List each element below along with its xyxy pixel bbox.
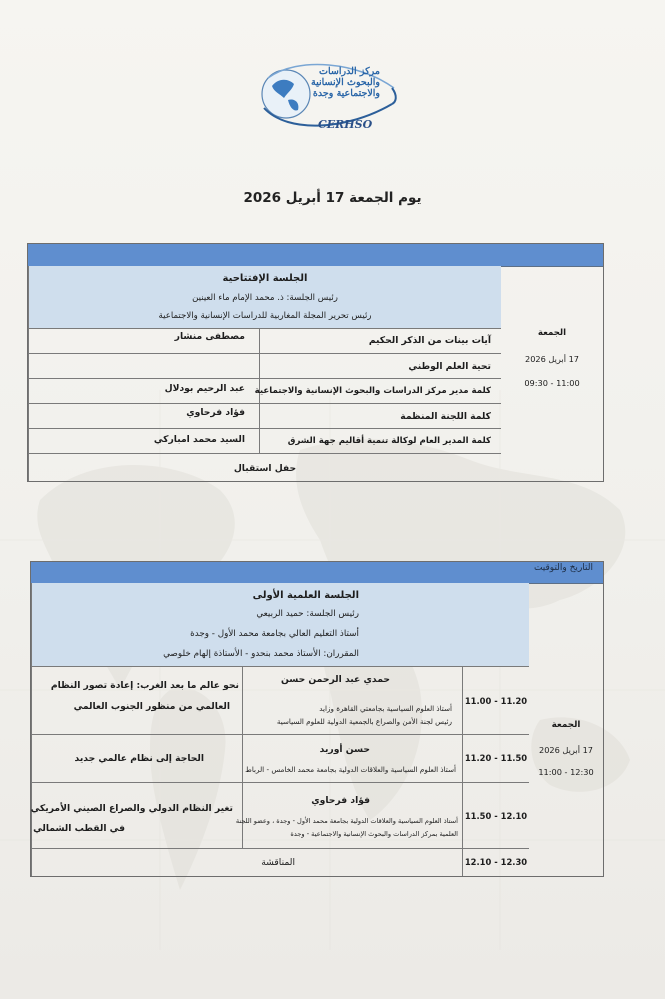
table-row (29, 329, 501, 354)
opening-title-block (29, 266, 501, 329)
opening-header-bar (28, 244, 603, 267)
opening-date: 17 أبريل 2026 (524, 354, 580, 364)
talk-title-line-1: تغير النظام الدولي والصراع الصيني الأمريكي (30, 803, 233, 814)
row-item: كلمة المدير العام لوكالة تنمية أقاليم جهة الشرق (287, 436, 491, 446)
session1-header-label: التاريخ والتوقيت (533, 563, 593, 573)
logo (258, 58, 398, 138)
discussion-row (32, 849, 529, 876)
talk-time: 11.00 - 11.20 (464, 696, 528, 706)
session1-chair-role: أستاذ التعليم العالي بجامعة محمد الأول - وجدة (190, 629, 359, 639)
talk-title-line-2: في القطب الشمالي (33, 823, 125, 834)
opening-day: الجمعة (537, 328, 567, 338)
opening-session-table (27, 243, 604, 482)
table-row (32, 735, 529, 783)
table-row (29, 429, 501, 454)
session1-header-bar (31, 562, 603, 584)
logo-line-1: مركز الدراسات (319, 66, 380, 77)
logo-line-2: والبحوث الإنسانية (311, 77, 380, 88)
table-row (32, 783, 529, 849)
table-row (29, 379, 501, 404)
talk-title-line-1: الحاجة إلى نظام عالمي جديد (74, 753, 204, 764)
session1-day: الجمعة (551, 720, 581, 730)
logo-abbreviation: CERHSO (318, 118, 373, 131)
table-row (29, 404, 501, 429)
opening-title: الجلسة الإفتتاحية (222, 273, 308, 284)
session1-chair: رئيس الجلسة: حميد الربيعي (256, 609, 359, 619)
row-item: آيات بينات من الذكر الحكيم (368, 335, 491, 346)
row-person: مصطفى منشار (174, 331, 245, 342)
talk-speaker: حسن أوريد (319, 744, 370, 755)
talk-affiliation-1: أستاذ العلوم السياسية بجامعتي القاهرة وزايد (319, 704, 452, 713)
session1-table (30, 561, 604, 877)
opening-main-area (28, 266, 501, 481)
row-person: السيد محمد امباركي (153, 434, 245, 445)
table-row (32, 667, 529, 735)
talk-affiliation-2: رئيس لجنة الأمن والصراع بالجمعية الدولية للعلوم السياسية (276, 717, 452, 726)
session1-title-block (32, 583, 529, 667)
talk-affiliation-2: العلمية بمركز الدراسات والبحوث الإنسانية والاجتماعية - وجدة (290, 830, 458, 838)
discussion-label: المناقشة (261, 857, 295, 868)
session1-time: 11:00 - 12:30 (538, 767, 594, 777)
row-item: كلمة مدير مركز الدراسات والبحوث الإنسانية والاجتماعية (254, 386, 491, 396)
talk-speaker: حمدي عبد الرحمن حسن (280, 674, 390, 685)
talk-speaker: فؤاد فرحاوي (311, 795, 370, 806)
talk-title-line-1: نحو عالم ما بعد الغرب: إعادة تصور النظام (50, 680, 239, 691)
session1-main-area (31, 583, 529, 876)
discussion-time: 12.10 - 12.30 (464, 857, 528, 867)
opening-time: 09:30 - 11:00 (524, 378, 580, 388)
session1-rapporteurs: المقرران: الأستاذ محمد بنحدو - الأستاذة إلهام خلوصي (163, 649, 359, 659)
talk-time: 11.50 - 12.10 (464, 811, 528, 821)
row-person: فؤاد فرحاوي (186, 407, 245, 418)
logo-line-3: والاجتماعية وجدة (312, 88, 380, 99)
session1-date: 17 أبريل 2026 (538, 745, 594, 755)
session1-title: الجلسة العلمية الأولى (252, 590, 359, 601)
day-title: يوم الجمعة 17 أبريل 2026 (243, 190, 422, 206)
opening-chair: رئيس الجلسة: ذ. محمد الإمام ماء العينين (192, 293, 338, 303)
opening-rows (29, 329, 501, 454)
row-person: عبد الرحيم بودلال (164, 383, 245, 394)
opening-datetime-cell (501, 266, 603, 481)
talk-title-line-2: العالمي من منظور الجنوب العالمي (73, 701, 230, 712)
talk-affiliation-1: أستاذ العلوم السياسية والعلاقات الدولية بجامعة محمد الخامس - الرباط (245, 765, 456, 774)
talk-time: 11.20 - 11.50 (464, 753, 528, 763)
opening-chair-role: رئيس تحرير المجلة المغاربية للدراسات الإنسانية والاجتماعية (158, 311, 372, 321)
session1-datetime-cell (529, 583, 603, 876)
talk-affiliation-1: أستاذ العلوم السياسية والعلاقات الدولية بجامعة محمد الأول - وجدة ، وعضو اللجنة (235, 817, 458, 825)
row-item: كلمة اللجنة المنظمة (400, 411, 491, 422)
logo-text (302, 66, 380, 99)
reception-row (29, 454, 501, 481)
table-row (29, 354, 501, 379)
row-item: تحية العلم الوطني (408, 361, 491, 372)
reception-label: حفل استقبال (233, 463, 297, 474)
